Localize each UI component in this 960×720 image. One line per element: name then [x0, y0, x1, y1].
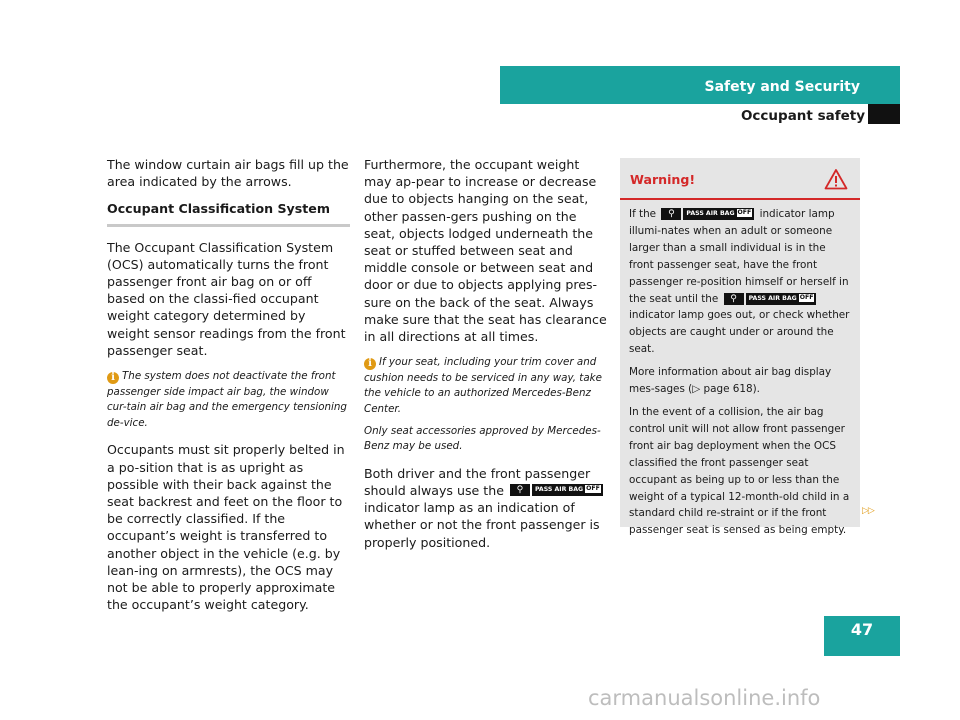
- indicator-label: PASS AIR BAG OFF: [683, 208, 754, 220]
- pass-air-bag-off-indicator: [510, 484, 603, 496]
- text-run: Both driver and the front passenger should always use the: [364, 465, 591, 498]
- seat-occupant-icon: ⚲: [724, 293, 744, 305]
- note-text: The system does not deactivate the front passenger side impact air bag, the window cur-tain air bag and the emergency tensioning de-vice.: [107, 370, 347, 429]
- paragraph: The Occupant Classification System (OCS) automatically turns the front passenger front air bag on or off based on the classi-fied occupant weight category determined by weight sensor readings from the front passenger seat.: [107, 239, 346, 358]
- header-marker: [868, 104, 900, 124]
- warning-triangle-icon: [824, 168, 848, 190]
- section-heading: Occupant Classification System: [107, 200, 350, 226]
- note-text: Only seat accessories approved by Mercedes-Benz may be used.: [364, 424, 601, 453]
- paragraph: Furthermore, the occupant weight may ap-pear to increase or decrease due to objects hanging on the seat, other passen-gers pushing on the seat, objects lodged underneath the seat or stuffed between seat and middle console or between seat and door or due to objects applying pres-sure on the back of the seat. Always make sure that the seat has clearance in all directions at all times.: [364, 157, 607, 345]
- warning-body: [620, 200, 860, 539]
- info-icon: i: [107, 372, 119, 384]
- text-run: indicator lamp illumi-nates when an adult or someone larger than a small individual is in the front passenger seat, have the front passenger re-position himself or herself in the seat until the: [629, 208, 849, 305]
- note-text: If your seat, including your trim cover and cushion needs to be serviced in any way, take the vehicle to an authorized Mercedes-Benz Center.: [364, 356, 602, 416]
- indicator-off: OFF: [737, 209, 752, 216]
- info-note: [107, 369, 350, 431]
- indicator-off: OFF: [799, 293, 814, 301]
- paragraph: [364, 465, 610, 551]
- warning-header: [620, 158, 860, 200]
- warning-paragraph: More information about air bag display mes-sages (▷ page 618).: [629, 366, 832, 396]
- info-note: [364, 355, 610, 455]
- section-title: Safety and Security: [704, 79, 860, 95]
- pass-air-bag-off-indicator: [661, 208, 754, 220]
- indicator-label: PASS AIR BAG OFF: [532, 484, 603, 496]
- column-middle: [364, 156, 610, 561]
- text-run: If the: [629, 208, 657, 220]
- continue-arrows-icon: ▷▷: [862, 506, 874, 516]
- seat-occupant-icon: ⚲: [510, 484, 530, 496]
- info-icon: i: [364, 358, 376, 370]
- text-run: indicator lamp as an indication of whether or not the front passenger is properly positioned.: [364, 500, 600, 550]
- indicator-off: OFF: [586, 485, 600, 492]
- warning-title: Warning!: [630, 172, 696, 187]
- warning-paragraph: [629, 206, 852, 358]
- seat-occupant-icon: ⚲: [661, 208, 681, 220]
- warning-box: [620, 158, 860, 537]
- paragraph: Occupants must sit properly belted in a po-sition that is as upright as possible with their back against the seat backrest and feet on the floor to be correctly classified. If the occupant’s weight is transferred to another object in the vehicle (e.g. by lean-ing on armrests), the OCS may not be able to properly approximate the occupant’s weight category.: [107, 442, 345, 613]
- text-run: indicator lamp goes out, or check whether objects are caught under or around the seat.: [629, 309, 850, 356]
- page-number: 47: [824, 616, 900, 656]
- indicator-label: PASS AIR BAG OFF: [746, 293, 817, 305]
- warning-paragraph: In the event of a collision, the air bag control unit will not allow front passenger front air bag deployment when the OCS classified the front passenger seat occupant as being up to or less than the weight of a typical 12-month-old child in a standard child re-straint or if the front passenger seat is sensed as being empty.: [629, 405, 850, 537]
- header-bar: [500, 66, 900, 104]
- paragraph: The window curtain air bags fill up the area indicated by the arrows.: [107, 157, 349, 190]
- pass-air-bag-off-indicator: [724, 293, 817, 305]
- column-left: [107, 156, 350, 623]
- subsection-title: Occupant safety: [740, 108, 865, 124]
- watermark: carmanualsonline.info: [588, 686, 821, 710]
